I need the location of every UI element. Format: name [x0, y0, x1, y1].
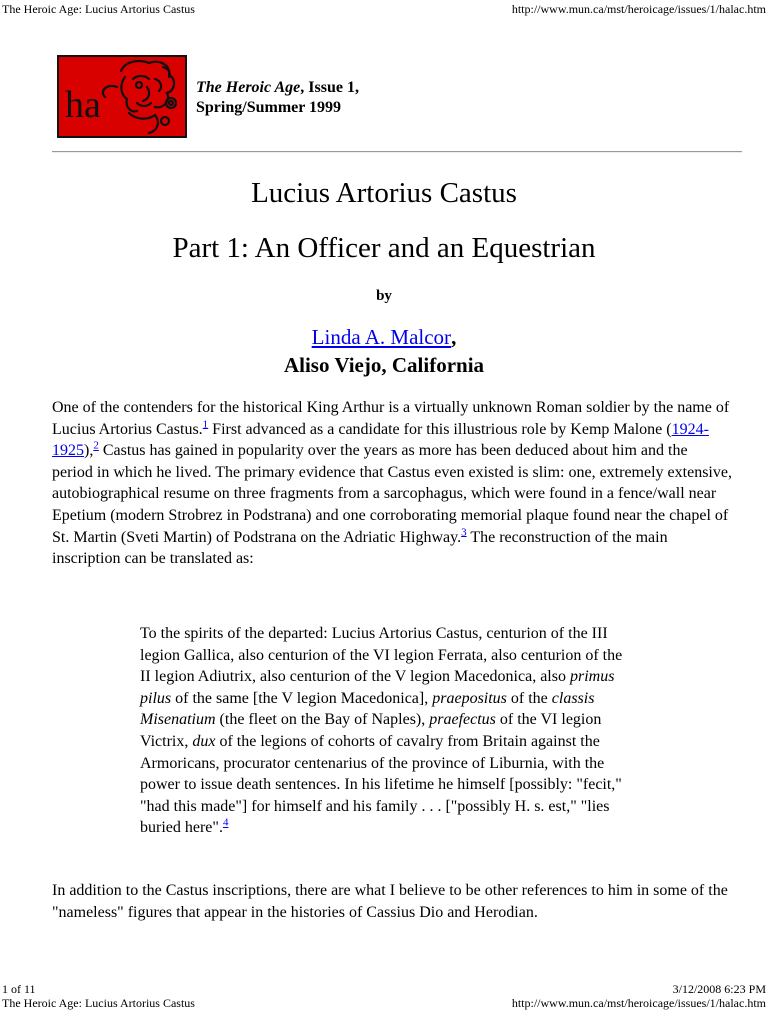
journal-name: The Heroic Age — [196, 79, 301, 96]
print-footer-page: 1 of 11 — [2, 982, 36, 996]
issue-number: , Issue 1, — [300, 79, 359, 96]
paragraph-intro — [52, 397, 732, 570]
quote-italic-dux: dux — [192, 732, 216, 750]
footnote-link-3[interactable]: 3 — [461, 526, 467, 539]
issue-season: Spring/Summer 1999 — [196, 99, 342, 116]
author-comma: , — [451, 325, 457, 349]
horizontal-rule — [52, 151, 742, 153]
p1-text-d: Castus has gained in popularity over the years as more has been deduced about him and the period in which he lived. The primary evidence that Castus even existed is slim: one, extremely extensive, autobiographical resume on three fragments from a sarcophagus, which were found in a fence/wall near Epetium (modern Strobrez in Podstrana) and one corroborating memorial plaque found near the chapel of St. Martin (Sveti Martin) of Podstrana on the Adriatic Highway. — [52, 442, 732, 546]
quote-italic-primus-pilus: primus pilus — [140, 668, 615, 707]
p1-text-e: The reconstruction of the main inscription can be translated as: — [52, 528, 668, 568]
p1-text-b: First advanced as a candidate for this illustrious role by Kemp Malone ( — [208, 420, 672, 438]
quote-italic-classis: classis Misenatium — [140, 689, 595, 729]
quote-text-b: of the same [the V legion Macedonica], — [171, 689, 433, 707]
quote-italic-praepositus: praepositus — [432, 689, 507, 707]
footnote-link-1[interactable]: 1 — [202, 418, 209, 431]
p1-text-c: ), — [84, 442, 94, 460]
byline: by — [376, 288, 392, 304]
footnote-link-4[interactable]: 4 — [222, 817, 229, 830]
paragraph-nameless-figures: In addition to the Castus inscriptions, there are what I believe to be other references to him in some of the "nameless" figures that appear in the histories of Cassius Dio and Herodian. — [52, 882, 728, 921]
quote-text-f: of the legions of cohorts of cavalry from Britain against the Armoricans, procurator centenarius of the province of Liburnia, with the power to issue death sentences. In his lifetime he himself [possibly: "fecit," "had this made"] for himself and his family . . . ["possibly H. s. est," "lies buried here". — [140, 732, 622, 837]
logo-artwork-icon — [59, 57, 185, 136]
quote-text-d: (the fleet on the Bay of Naples), — [215, 711, 430, 729]
footnote-link-2[interactable]: 2 — [93, 439, 99, 452]
inscription-quote — [140, 623, 630, 839]
masthead — [196, 78, 359, 118]
p1-text-a: One of the contenders for the historical King Arthur is a virtually unknown Roman soldier by the name of Lucius Artorius Castus. — [52, 399, 730, 438]
print-header-title-next: The Heroic Age: Lucius Artorius Castus — [2, 996, 195, 1010]
quote-italic-praefectus: praefectus — [429, 711, 496, 729]
quote-text-a: To the spirits of the departed: Lucius Artorius Castus, centurion of the III legion Gallica, also centurion of the VI legion Ferrata, also centurion of the II legion Adiutrix, also centurion of the V legion Macedonica, also — [140, 625, 623, 686]
author-link[interactable]: Linda A. Malcor — [311, 325, 452, 349]
quote-text-e: of the VI legion Victrix, — [140, 711, 602, 750]
heroic-age-logo — [57, 55, 187, 138]
print-header-url: http://www.mun.ca/mst/heroicage/issues/1/halac.htm — [511, 2, 766, 16]
print-header-title: The Heroic Age: Lucius Artorius Castus — [2, 2, 195, 16]
logo-lettering: ha — [65, 84, 101, 126]
malone-date-link[interactable]: 1924-1925 — [52, 420, 709, 460]
article-subtitle: Part 1: An Officer and an Equestrian — [172, 232, 596, 264]
author-line — [0, 324, 768, 350]
print-footer-datetime: 3/12/2008 6:23 PM — [672, 982, 766, 996]
quote-text-c: of the — [506, 689, 552, 707]
article-title: Lucius Artorius Castus — [251, 177, 517, 209]
author-location: Aliso Viejo, California — [283, 353, 485, 377]
print-header-url-next: http://www.mun.ca/mst/heroicage/issues/1/halac.htm — [511, 996, 766, 1010]
